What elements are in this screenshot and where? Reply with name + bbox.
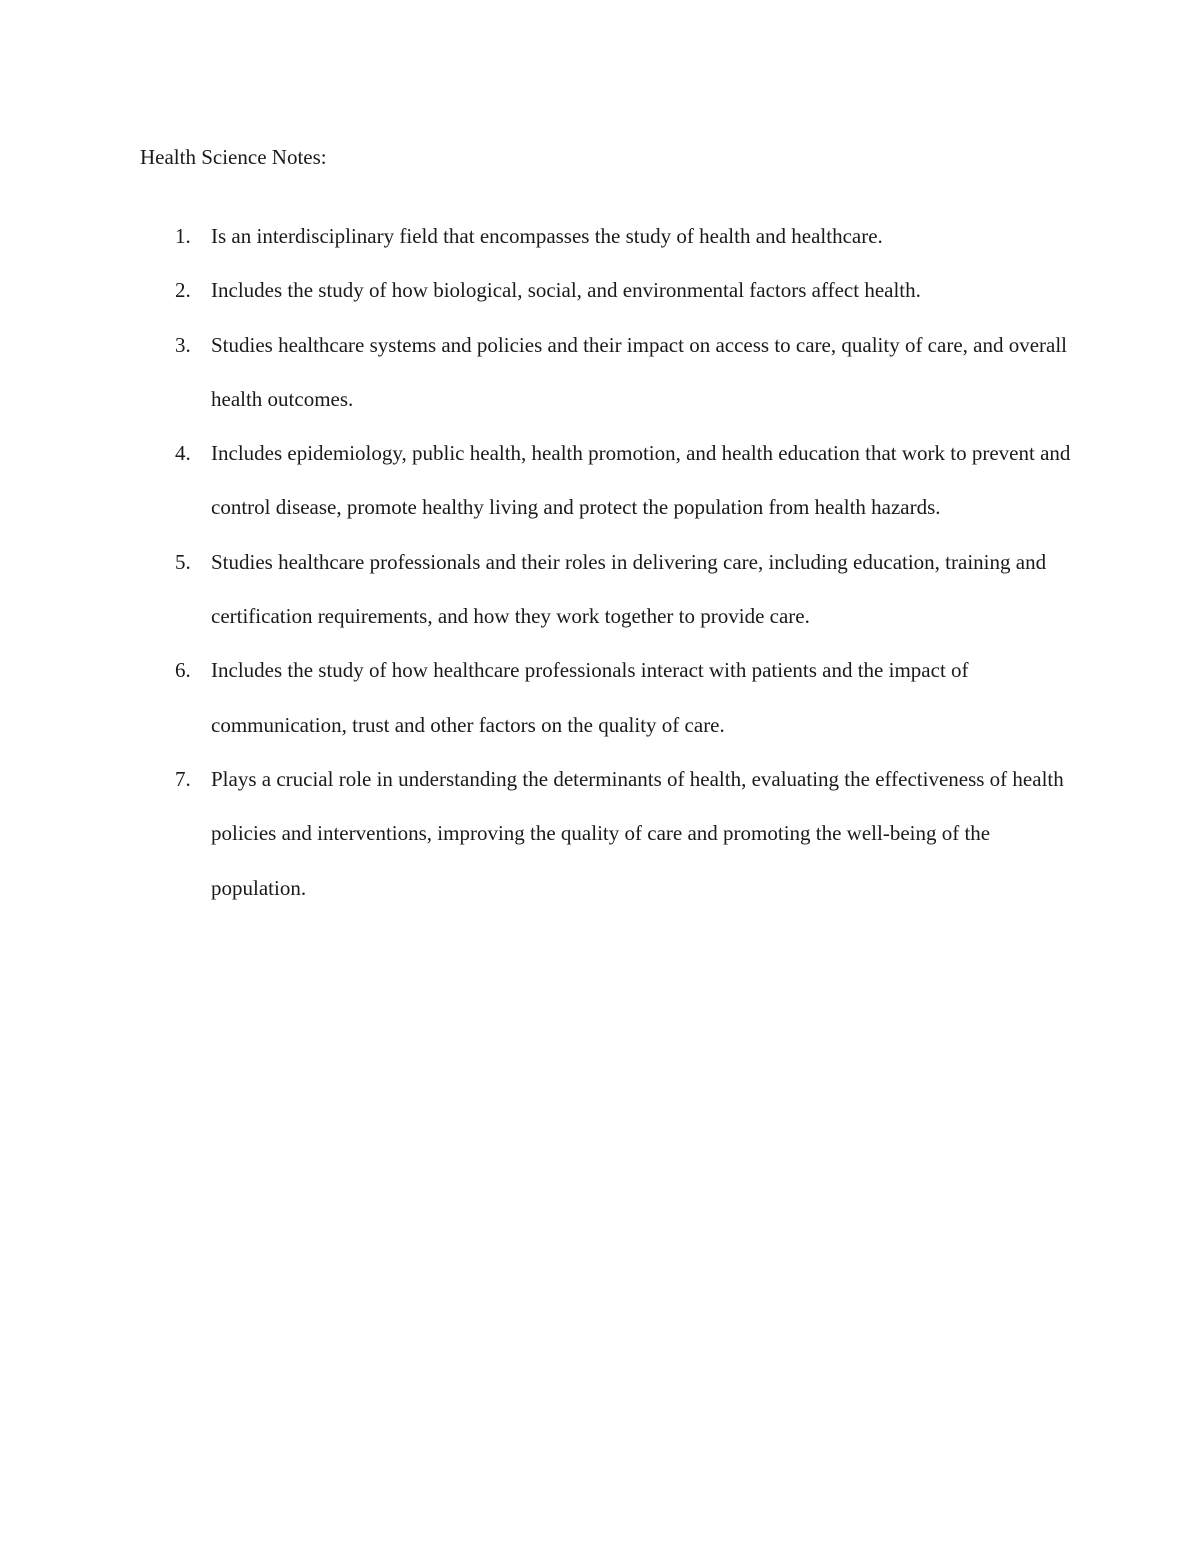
note-text: Includes epidemiology, public health, health promotion, and health education that work to prevent and control disease, promote healthy living and protect the population from health hazards.: [211, 441, 1071, 520]
note-text: Includes the study of how healthcare professionals interact with patients and the impact of communication, trust and other factors on the quality of care.: [211, 658, 969, 737]
note-text: Is an interdisciplinary field that encompasses the study of health and healthcare.: [211, 224, 883, 248]
note-item-6: [140, 643, 1080, 752]
document-title: Health Science Notes:: [140, 145, 327, 169]
note-number: 5.: [175, 549, 191, 574]
note-number: 4.: [175, 441, 191, 466]
note-item-5: [140, 535, 1080, 644]
note-text: Studies healthcare professionals and their roles in delivering care, including education, training and certification requirements, and how they work together to provide care.: [211, 549, 1047, 629]
note-item-4: [140, 426, 1080, 535]
note-text: Plays a crucial role in understanding the determinants of health, evaluating the effectiveness of health policies and interventions, improving the quality of care and promoting the well-being of the population.: [211, 766, 1064, 900]
note-number: 3.: [175, 332, 191, 357]
note-text: Studies healthcare systems and policies and their impact on access to care, quality of care, and overall health outcomes.: [211, 332, 1068, 411]
note-item-2: [140, 263, 1080, 317]
note-item-7: [140, 752, 1080, 915]
note-item-1: [140, 209, 1080, 263]
note-item-3: [140, 318, 1080, 427]
note-number: 2.: [175, 278, 191, 303]
note-number: 7.: [175, 766, 191, 791]
note-number: 6.: [175, 658, 191, 683]
note-number: 1.: [175, 224, 191, 248]
note-text: Includes the study of how biological, social, and environmental factors affect health.: [211, 278, 921, 303]
notes-list: [140, 209, 1080, 915]
